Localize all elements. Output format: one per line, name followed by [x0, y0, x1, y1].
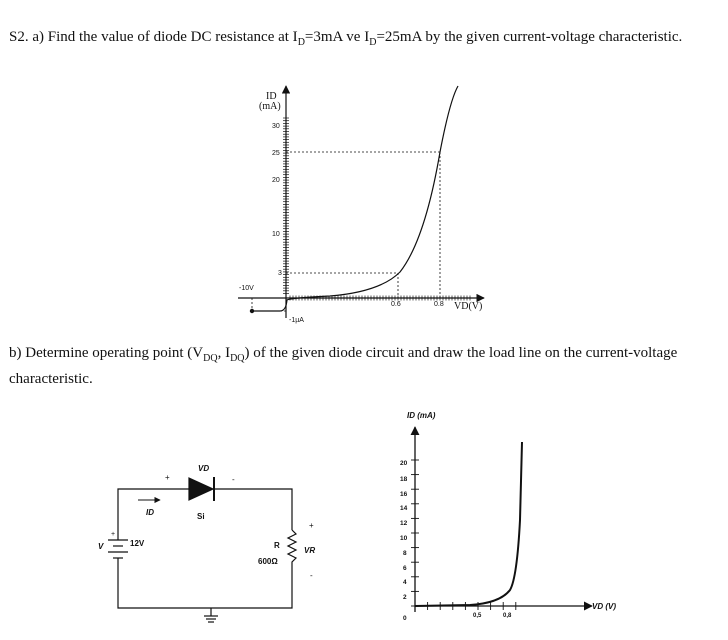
- question-b-text: Determine operating point (V: [25, 345, 204, 361]
- x-tick-05: 0,5: [473, 613, 482, 619]
- vr-label: VR: [304, 546, 316, 555]
- diode-symbol: [189, 478, 213, 500]
- source-label: V: [98, 542, 104, 551]
- graph-b-y-label: ID (mA): [407, 411, 436, 420]
- circuit-labels: [98, 464, 315, 580]
- y-tick-10: 10: [400, 535, 408, 542]
- x-tick-06: 0.6: [391, 301, 401, 308]
- y-tick-2: 2: [403, 594, 407, 601]
- graph-b-x-label: VD (V): [592, 602, 616, 611]
- current-label: ID: [146, 508, 154, 517]
- wire-top-right: [214, 489, 292, 530]
- vr-minus: -: [310, 571, 313, 580]
- question-a-text: Find the value of diode DC resistance at I: [47, 29, 298, 45]
- source-value: 12V: [130, 539, 145, 548]
- y-tick-20: 20: [272, 177, 280, 184]
- y-tick-30: 30: [272, 123, 280, 130]
- question-b-text-2: , I: [217, 345, 231, 361]
- y-tick-6: 6: [403, 565, 407, 572]
- origin-label: 0: [403, 615, 407, 622]
- resistor-label: R: [274, 541, 280, 550]
- vr-plus: +: [309, 521, 314, 530]
- subscript: DQ: [203, 353, 218, 364]
- graph-a-x-label: VD(V): [454, 301, 483, 312]
- graph-a-y-label: ID: [266, 91, 277, 102]
- x-tick-08: 0,8: [503, 613, 512, 619]
- neg-i-label: -1µA: [289, 317, 304, 324]
- question-a-text-3: =25mA by the given current-voltage characteristic.: [376, 29, 683, 45]
- subscript: D: [369, 37, 377, 48]
- x-tick-08: 0.8: [434, 301, 444, 308]
- graph-b-curve: [415, 442, 522, 606]
- source-plus: +: [111, 531, 116, 538]
- question-a-label: S2. a): [9, 29, 44, 45]
- circuit: [108, 477, 296, 622]
- y-tick-14: 14: [400, 505, 408, 512]
- diode-plus: +: [165, 473, 170, 482]
- graph-a-curve: [252, 86, 458, 311]
- y-tick-12: 12: [400, 520, 408, 527]
- question-a-text-2: =3mA ve I: [304, 29, 370, 45]
- graph-a: [238, 86, 484, 324]
- subscript: D: [297, 37, 305, 48]
- resistor-symbol: [118, 530, 296, 608]
- neg-v-label: -10V: [239, 285, 254, 292]
- question-b-text-3: ) of the given diode circuit and draw the load line on the current-voltage characteristic.: [9, 345, 678, 387]
- graph-a-y-unit: (mA): [259, 101, 281, 112]
- y-tick-8: 8: [403, 550, 407, 557]
- y-tick-18: 18: [400, 476, 408, 483]
- graph-b: [400, 411, 616, 622]
- y-tick-4: 4: [403, 579, 407, 586]
- y-tick-16: 16: [400, 491, 408, 498]
- subscript: DQ: [230, 353, 245, 364]
- question-b-label: b): [9, 345, 22, 361]
- diode-type: Si: [197, 512, 205, 521]
- y-tick-25: 25: [272, 150, 280, 157]
- diode-label: VD: [198, 464, 210, 473]
- diode-minus: -: [232, 475, 235, 484]
- y-tick-3: 3: [278, 270, 282, 277]
- y-tick-10: 10: [272, 231, 280, 238]
- y-tick-20: 20: [400, 460, 408, 467]
- resistor-value: 600Ω: [258, 557, 278, 566]
